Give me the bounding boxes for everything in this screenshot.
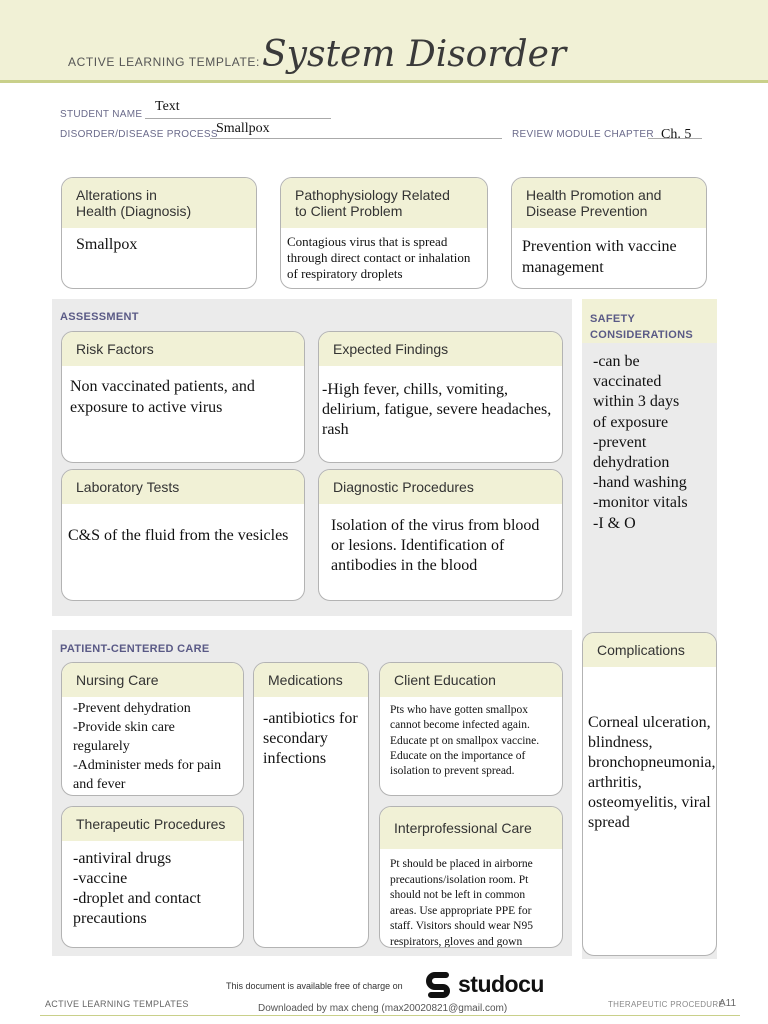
- assessment-label: ASSESSMENT: [60, 311, 139, 323]
- diagnostic-procedures-body[interactable]: Isolation of the virus from blood or lesions. Identification of antibodies in the blood: [331, 517, 540, 574]
- studocu-logo-icon[interactable]: [424, 970, 454, 1000]
- patient-care-label: PATIENT-CENTERED CARE: [60, 643, 210, 655]
- alterations-title: Alterations in Health (Diagnosis): [62, 178, 256, 228]
- therapeutic-procedures-body[interactable]: -antiviral drugs -vaccine -droplet and contact precautions: [73, 850, 201, 927]
- laboratory-tests-body[interactable]: C&S of the fluid from the vesicles: [68, 527, 289, 544]
- interprofessional-care-body[interactable]: Pt should be placed in airborne precautions/isolation room. Pt should not be left in common areas. Use appropriate PPE for staff. Visitors should wear N95 respirators, gloves and gown: [390, 858, 533, 948]
- footer-left-label: ACTIVE LEARNING TEMPLATES: [45, 999, 189, 1009]
- nursing-care-box: [61, 662, 244, 796]
- disorder-value[interactable]: Smallpox: [216, 121, 270, 136]
- pathophysiology-title: Pathophysiology Related to Client Problem: [281, 178, 487, 228]
- nursing-care-body[interactable]: -Prevent dehydration -Provide skin care regularely -Administer meds for pain and fever: [73, 701, 222, 792]
- pathophysiology-box: [280, 177, 488, 289]
- student-name-value[interactable]: Text: [155, 99, 180, 114]
- health-promotion-box: [511, 177, 707, 289]
- downloaded-by-text: Downloaded by max cheng (max20020821@gmail.com): [258, 1003, 508, 1014]
- diagnostic-procedures-box: [318, 469, 563, 601]
- chapter-label: REVIEW MODULE CHAPTER: [512, 129, 654, 140]
- pathophysiology-body[interactable]: Contagious virus that is spread through direct contact or inhalation of respiratory droplets: [287, 234, 471, 281]
- client-education-body[interactable]: Pts who have gotten smallpox cannot become infected again. Educate pt on smallpox vaccine. Educate on the importance of isolation to prevent spread.: [390, 704, 540, 778]
- laboratory-tests-title: Laboratory Tests: [62, 470, 304, 504]
- interprofessional-care-box: [379, 806, 563, 948]
- safety-label: SAFETY CONSIDERATIONS: [590, 313, 694, 341]
- nursing-care-title: Nursing Care: [62, 663, 243, 697]
- client-education-title: Client Education: [380, 663, 562, 697]
- alterations-body[interactable]: Smallpox: [76, 236, 138, 253]
- complications-title: Complications: [583, 633, 716, 667]
- client-education-box: [379, 662, 563, 796]
- studocu-brand[interactable]: studocu: [458, 971, 544, 997]
- interprofessional-care-title: Interprofessional Care: [380, 807, 562, 849]
- student-name-label: STUDENT NAME: [60, 109, 143, 120]
- medications-title: Medications: [254, 663, 368, 697]
- complications-body[interactable]: Corneal ulceration, blindness, bronchopneumonia, arthritis, osteomyelitis, viral spread: [588, 714, 716, 831]
- therapeutic-procedures-title: Therapeutic Procedures: [62, 807, 243, 841]
- risk-factors-title: Risk Factors: [62, 332, 304, 366]
- risk-factors-body[interactable]: Non vaccinated patients, and exposure to active virus: [70, 378, 255, 416]
- therapeutic-procedures-box: [61, 806, 244, 948]
- footer-line: [40, 1015, 740, 1016]
- footer-right-label: THERAPEUTIC PROCEDURE: [608, 1000, 725, 1009]
- risk-factors-box: [61, 331, 305, 463]
- expected-findings-body[interactable]: -High fever, chills, vomiting, delirium, fatigue, severe headaches, rash: [322, 381, 552, 438]
- diagnostic-procedures-title: Diagnostic Procedures: [319, 470, 562, 504]
- disorder-label: DISORDER/DISEASE PROCESS: [60, 129, 218, 140]
- student-name-line: [145, 118, 331, 119]
- laboratory-tests-box: [61, 469, 305, 601]
- medications-body[interactable]: -antibiotics for secondary infections: [263, 710, 358, 767]
- safety-body[interactable]: -can be vaccinated within 3 days of exposure -prevent dehydration -hand washing -monitor vitals -I & O: [593, 353, 688, 532]
- template-label: ACTIVE LEARNING TEMPLATE:: [68, 55, 260, 69]
- alterations-box: [61, 177, 257, 289]
- health-promotion-body[interactable]: Prevention with vaccine management: [522, 238, 677, 276]
- chapter-line: [648, 138, 702, 139]
- expected-findings-title: Expected Findings: [319, 332, 562, 366]
- medications-box: [253, 662, 369, 948]
- available-text: This document is available free of charge on: [226, 981, 403, 991]
- page-number: A11: [719, 998, 737, 1009]
- disorder-line: [210, 138, 502, 139]
- page-title: System Disorder: [262, 34, 567, 75]
- expected-findings-box: [318, 331, 563, 463]
- health-promotion-title: Health Promotion and Disease Prevention: [512, 178, 706, 228]
- complications-box: [582, 632, 717, 956]
- chapter-value[interactable]: Ch. 5: [661, 127, 692, 142]
